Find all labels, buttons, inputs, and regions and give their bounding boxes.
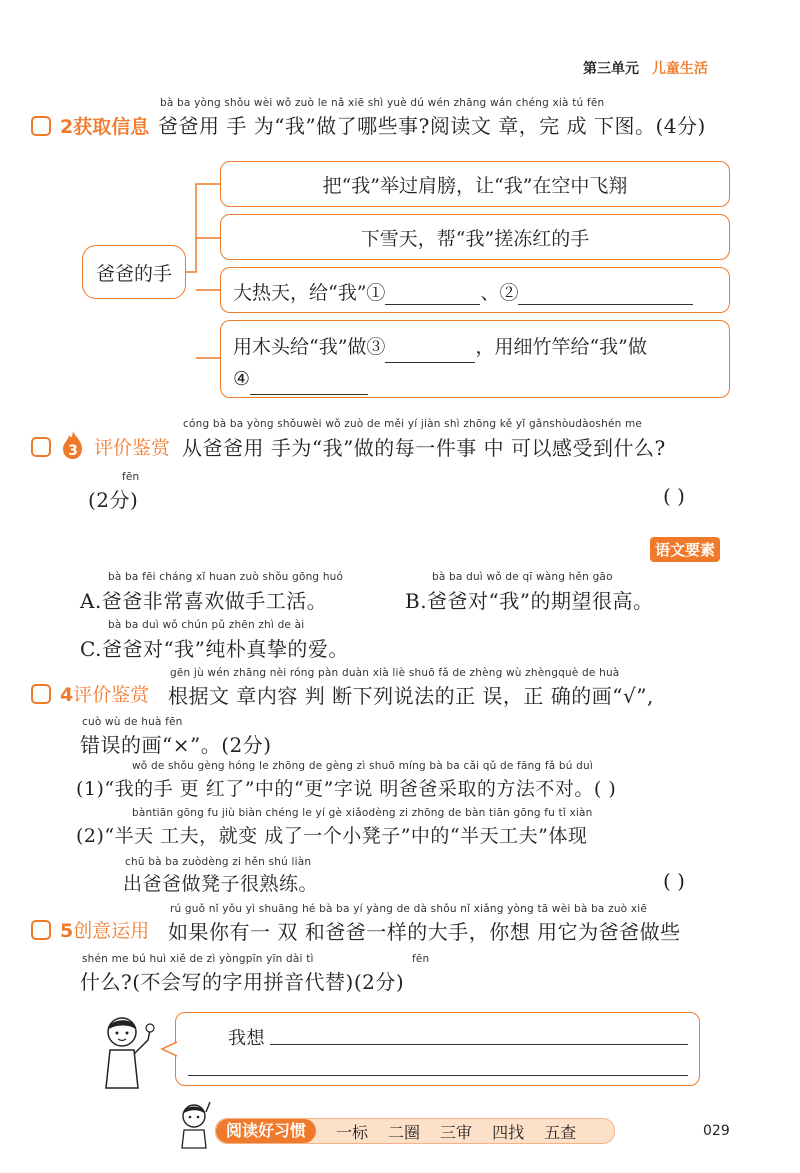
q4-label-text: 评价鉴赏 — [73, 684, 150, 706]
diagram-item-4-prefix: 用木头给“我”做③ — [233, 336, 386, 358]
q3-question: 从爸爸用 手为“我”做的每一件事 中 可以感受到什么? — [182, 436, 666, 460]
q3-option-c-pinyin: bà ba duì wǒ chún pǔ zhēn zhì de ài — [108, 619, 305, 631]
q3-option-b-pinyin: bà ba duì wǒ de qī wàng hěn gāo — [432, 571, 613, 583]
blank-3[interactable] — [385, 344, 475, 363]
q4-statement-2-cont: 出爸爸做凳子很熟练。 — [123, 873, 319, 895]
q4-question: 根据文 章内容 判 断下列说法的正 误，正 确的画“√”, — [168, 684, 654, 708]
q4-answer-box[interactable]: ( ) — [663, 869, 685, 893]
blank-4[interactable] — [250, 376, 368, 395]
q5-question: 如果你有一 双 和爸爸一样的大手，你想 用它为爸爸做些 — [168, 920, 681, 944]
diagram-item-2 — [220, 214, 730, 260]
q4-statement-2[interactable]: (2)“半天 工夫，就变 成了一个小凳子”中的“半天工夫”体现 — [76, 825, 588, 847]
step-2: 二圈 — [388, 1122, 421, 1142]
reading-boy-icon — [176, 1100, 216, 1150]
step-5: 五查 — [544, 1122, 577, 1142]
diagram-item-3-mid: 、② — [480, 282, 519, 304]
q4-pinyin-2: cuò wù de huà fēn — [82, 716, 183, 728]
fire-icon — [60, 430, 86, 460]
bubble-tail — [160, 1040, 178, 1058]
answer-line-2[interactable] — [188, 1075, 688, 1076]
q4-number: 4 — [60, 684, 74, 706]
q3-option-a[interactable]: A.爸爸非常喜欢做手工活。 — [80, 589, 328, 613]
q3-answer-box[interactable]: ( ) — [663, 484, 685, 508]
q3-pinyin-2: fēn — [122, 471, 140, 483]
diagram-item-4-mid: ，用细竹竿给“我”做 — [475, 336, 647, 358]
q4-statement-1[interactable]: (1)“我的手 更 红了”中的“更”字说 明爸爸采取的方法不对。( ) — [76, 778, 617, 800]
q2-label-text: 获取信息 — [73, 116, 150, 138]
q4-pinyin: gēn jù wén zhāng nèi róng pàn duàn xià liè shuō fǎ de zhèng wù zhèngquè de huà — [170, 667, 620, 679]
q2-pinyin: bà ba yòng shǒu wèi wǒ zuò le nǎ xiē shì yuè dú wén zhāng wán chéng xià tú fēn — [160, 97, 605, 109]
q5-label — [60, 916, 149, 943]
diagram-item-4-line2: ④ — [233, 368, 251, 390]
q4-s1-pinyin: wǒ de shǒu gèng hóng le zhōng de gèng zì shuō míng bà ba cǎi qǔ de fāng fǎ bú duì — [132, 760, 593, 772]
diagram-center-label: 爸爸的手 — [95, 262, 172, 285]
q3-option-b[interactable]: B.爸爸对“我”的期望很高。 — [405, 589, 654, 613]
q5-pinyin-2: shén me bú huì xiě de zì yòngpīn yīn dài tì — [82, 953, 314, 965]
habit-bar — [215, 1118, 615, 1144]
diagram-item-2-text: 下雪天，帮“我”搓冻红的手 — [360, 227, 590, 250]
blank-1[interactable] — [385, 286, 480, 305]
literacy-tag: 语文要素 — [650, 537, 720, 562]
diagram-item-1-text: 把“我”举过肩膀，让“我”在空中飞翔 — [322, 174, 628, 197]
diagram-item-4 — [220, 320, 730, 398]
q5-answer-prefix: 我想 — [228, 1028, 265, 1049]
step-3: 三审 — [440, 1122, 473, 1142]
q3-score: (2分) — [88, 488, 139, 512]
q3-pinyin: cóng bà ba yòng shǒuwèi wǒ zuò de měi yí jiàn shì zhōng kě yǐ gǎnshòudàoshén me — [183, 418, 643, 430]
diagram-item-3 — [220, 267, 730, 313]
q2-question: 爸爸用 手 为“我”做了哪些事?阅读文 章，完 成 下图。(4分) — [158, 114, 706, 138]
q3-option-c[interactable]: C.爸爸对“我”纯朴真挚的爱。 — [80, 637, 349, 661]
q4-s2-pinyin: bàntiān gōng fu jiù biàn chéng le yí gè xiǎodèng zi zhōng de bàn tiān gōng fu tǐ xiàn — [132, 807, 593, 819]
blank-2[interactable] — [518, 286, 693, 305]
q5-number: 5 — [60, 920, 74, 942]
q5-checkbox[interactable] — [31, 920, 51, 940]
step-4: 四找 — [492, 1122, 525, 1142]
unit-label: 第三单元 — [583, 61, 639, 77]
diagram-item-3-prefix: 大热天，给“我”① — [233, 282, 386, 304]
q5-pinyin: rú guǒ nǐ yǒu yì shuāng hé bà ba yí yàng de dà shǒu nǐ xiǎng yòng tā wèi bà ba zuò xiē — [170, 903, 648, 915]
q3-option-a-pinyin: bà ba fēi cháng xǐ huan zuò shǒu gōng huó — [108, 571, 344, 583]
answer-line-1[interactable] — [270, 1044, 688, 1045]
q5-question-2: 什么?(不会写的字用拼音代替)(2分) — [80, 970, 405, 994]
page-number: 029 — [703, 1123, 730, 1139]
habit-title: 阅读好习惯 — [216, 1119, 316, 1143]
q5-label-text: 创意运用 — [73, 920, 150, 942]
q5-pinyin-2b: fēn — [412, 953, 430, 965]
topic-label: 儿童生活 — [651, 61, 708, 77]
q4-checkbox[interactable] — [31, 684, 51, 704]
q2-number: 2 — [60, 116, 74, 138]
q3-number: 3 — [68, 443, 78, 459]
q4-label — [60, 680, 149, 707]
q4-question-2: 错误的画“×”。(2分) — [80, 733, 272, 757]
q4-s2b-pinyin: chū bà ba zuòdèng zi hěn shú liàn — [125, 856, 312, 868]
diagram-center-node — [82, 245, 186, 299]
q3-checkbox[interactable] — [31, 437, 51, 457]
step-1: 一标 — [336, 1122, 369, 1142]
q3-label: 评价鉴赏 — [94, 437, 171, 459]
diagram-item-1 — [220, 161, 730, 207]
